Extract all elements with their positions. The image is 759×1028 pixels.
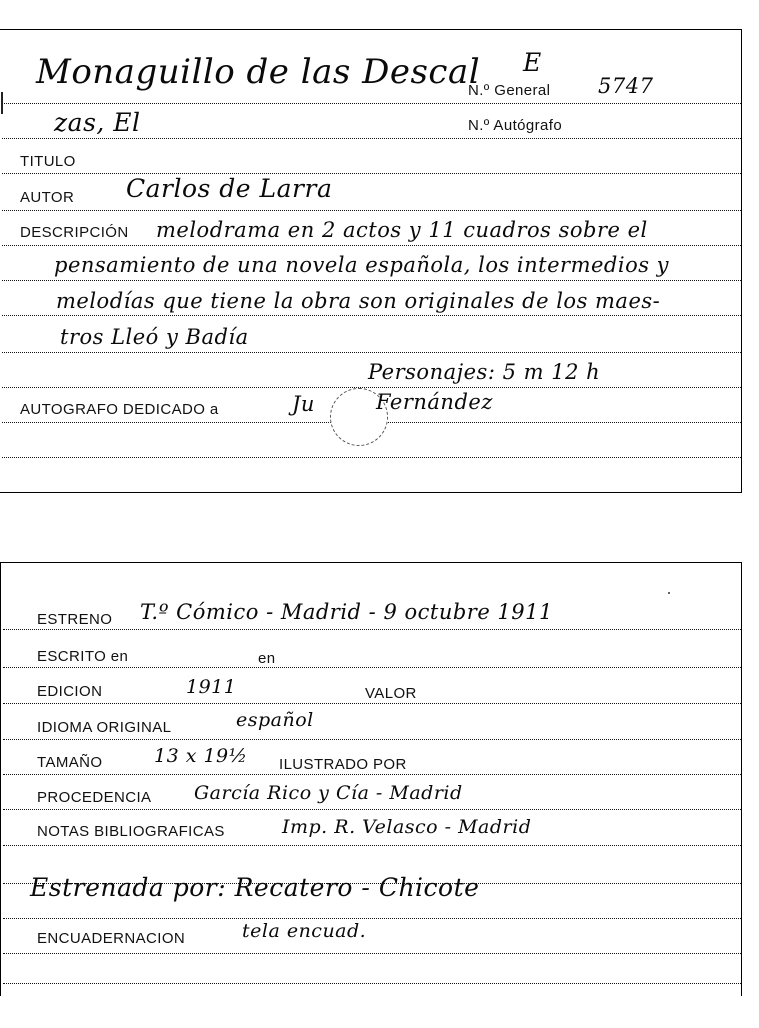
ilustrado-label: ILUSTRADO POR bbox=[279, 756, 407, 773]
descripcion-label: DESCRIPCIÓN bbox=[20, 224, 129, 241]
valor-label: VALOR bbox=[365, 685, 417, 702]
descripcion-line3: melodías que tiene la obra son originales de los maes- bbox=[56, 289, 661, 313]
no-general-value: 5747 bbox=[598, 74, 654, 98]
margin-mark bbox=[1, 92, 3, 114]
dotted-rule bbox=[2, 457, 741, 458]
personajes-note: Personajes: 5 m 12 h bbox=[368, 360, 601, 384]
edicion-value: 1911 bbox=[186, 676, 237, 698]
letter-mark: E bbox=[523, 48, 542, 77]
autografo-dedicado-initial: Ju bbox=[292, 392, 315, 416]
procedencia-label: PROCEDENCIA bbox=[37, 789, 152, 806]
estrenada-por-note: Estrenada por: Recatero - Chicote bbox=[30, 873, 480, 902]
dotted-rule bbox=[2, 245, 741, 246]
notas-label: NOTAS BIBLIOGRAFICAS bbox=[37, 823, 225, 840]
descripcion-line2: pensamiento de una novela española, los intermedios y bbox=[54, 253, 670, 277]
dotted-rule bbox=[2, 315, 741, 316]
autor-value: Carlos de Larra bbox=[126, 174, 333, 203]
dotted-rule bbox=[2, 103, 741, 104]
descripcion-line1: melodrama en 2 actos y 11 cuadros sobre el bbox=[156, 218, 648, 242]
notas-value: Imp. R. Velasco - Madrid bbox=[282, 816, 532, 838]
estreno-value: T.º Cómico - Madrid - 9 octubre 1911 bbox=[140, 600, 553, 624]
dotted-rule bbox=[3, 918, 741, 919]
encuadernacion-value: tela encuad. bbox=[242, 920, 367, 942]
dotted-rule bbox=[2, 352, 741, 353]
dotted-rule bbox=[3, 629, 741, 630]
title-handwritten-line2: zas, El bbox=[54, 108, 141, 137]
autor-label: AUTOR bbox=[20, 189, 75, 206]
title-handwritten-line1: Monaguillo de las Descal bbox=[36, 52, 481, 92]
dotted-rule bbox=[3, 845, 741, 846]
dotted-rule bbox=[2, 173, 741, 174]
encuadernacion-label: ENCUADERNACION bbox=[37, 930, 186, 947]
tamano-value: 13 x 19½ bbox=[154, 745, 248, 767]
no-autografo-label: N.º Autógrafo bbox=[468, 117, 563, 134]
escrito-label: ESCRITO en bbox=[37, 648, 129, 665]
tamano-label: TAMAÑO bbox=[37, 754, 103, 771]
dotted-rule bbox=[3, 739, 741, 740]
dotted-rule bbox=[2, 280, 741, 281]
procedencia-value: García Rico y Cía - Madrid bbox=[194, 782, 463, 804]
no-general-label: N.º General bbox=[468, 82, 551, 99]
dotted-rule bbox=[3, 774, 741, 775]
dotted-rule bbox=[3, 667, 741, 668]
titulo-label: TITULO bbox=[20, 153, 76, 170]
autografo-dedicado-label: AUTOGRAFO DEDICADO a bbox=[20, 401, 219, 418]
estreno-label: ESTRENO bbox=[37, 611, 113, 628]
dotted-rule bbox=[3, 983, 741, 984]
edicion-label: EDICION bbox=[37, 683, 103, 700]
descripcion-line4: tros Lleó y Badía bbox=[60, 325, 249, 349]
escrito-en-label: en bbox=[258, 650, 276, 667]
idioma-value: español bbox=[236, 709, 314, 731]
autografo-dedicado-value: Fernández bbox=[376, 390, 493, 414]
dotted-rule bbox=[2, 210, 741, 211]
ink-speck bbox=[668, 592, 670, 594]
dotted-rule bbox=[3, 809, 741, 810]
idioma-label: IDIOMA ORIGINAL bbox=[37, 719, 172, 736]
dotted-rule bbox=[2, 138, 741, 139]
dotted-rule bbox=[2, 387, 741, 388]
dotted-rule bbox=[3, 953, 741, 954]
dotted-rule bbox=[3, 703, 741, 704]
